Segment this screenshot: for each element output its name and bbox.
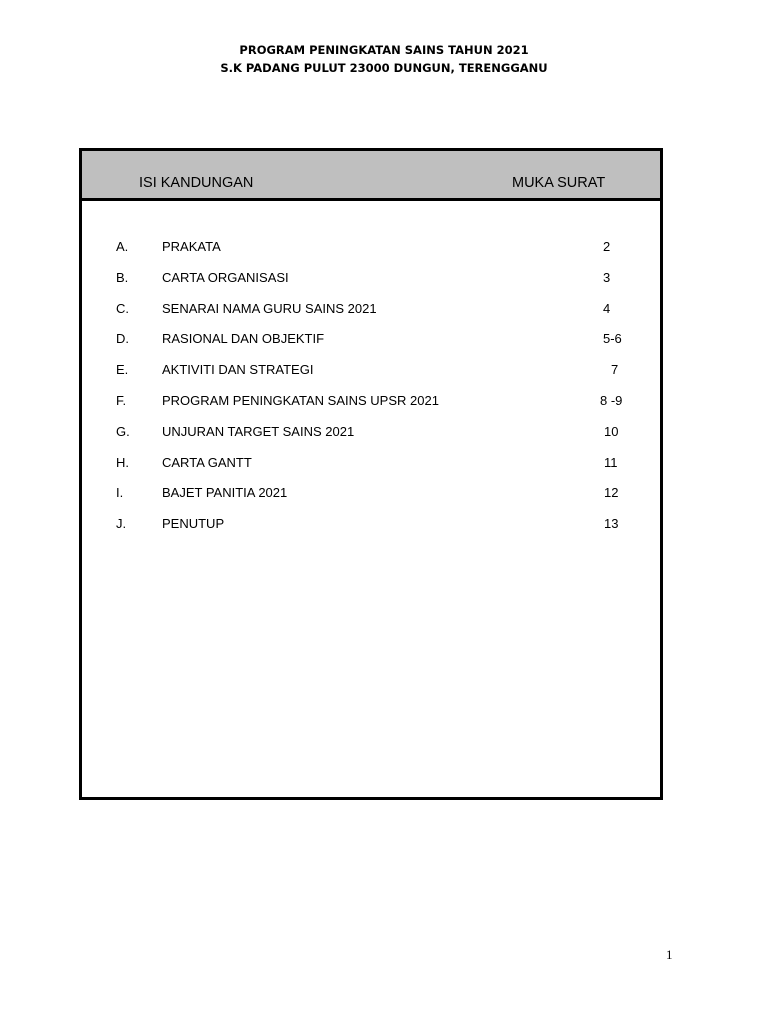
header-line-2: S.K PADANG PULUT 23000 DUNGUN, TERENGGANU [220,61,548,75]
toc-item-title: PROGRAM PENINGKATAN SAINS UPSR 2021 [162,393,439,408]
toc-title: ISI KANDUNGAN [139,175,254,191]
toc-item-letter: E. [116,362,129,378]
toc-item-title: CARTA ORGANISASI [162,269,289,285]
toc-item-title: AKTIVITI DAN STRATEGI [162,362,314,378]
toc-item-letter: A. [116,239,129,254]
toc-item-title: PRAKATA [162,239,221,254]
toc-item-page: 2 [603,239,611,254]
toc-item-page: 3 [603,269,611,285]
toc-item [82,393,660,413]
toc-item [82,424,660,444]
toc-item-title: CARTA GANTT [162,454,252,470]
header-line-1: PROGRAM PENINGKATAN SAINS TAHUN 2021 [239,43,529,57]
toc-item [82,455,660,475]
page-number: 1 [666,947,673,962]
toc-item-letter: C. [116,300,129,316]
toc-item-page: 7 [611,362,619,378]
toc-header [82,151,660,201]
toc-item [82,270,660,290]
toc-item-page: 5-6 [603,331,622,347]
toc-page-column-label: MUKA SURAT [512,175,606,191]
toc-item-title: BAJET PANITIA 2021 [162,485,288,501]
toc-item [82,516,660,536]
toc-item [82,239,660,259]
toc-item-page: 12 [604,485,619,501]
toc-item-title: SENARAI NAMA GURU SAINS 2021 [162,300,377,316]
table-of-contents [79,148,663,800]
toc-item-letter: G. [116,423,130,439]
toc-item [82,331,660,351]
toc-item [82,362,660,382]
toc-item [82,485,660,505]
toc-item-title: RASIONAL DAN OBJEKTIF [162,331,325,347]
toc-item-letter: B. [116,269,129,285]
toc-item-letter: J. [116,516,127,532]
toc-item-letter: F. [116,393,127,408]
toc-item-page: 13 [604,516,619,532]
toc-item-letter: D. [116,331,129,347]
toc-item-page: 8 -9 [600,393,623,408]
toc-item-letter: H. [116,454,129,470]
toc-item-page: 4 [603,300,611,316]
toc-item-title: UNJURAN TARGET SAINS 2021 [162,423,355,439]
toc-item [82,301,660,321]
toc-item-letter: I. [116,485,124,501]
toc-item-title: PENUTUP [162,516,225,532]
toc-item-page: 11 [604,454,618,470]
toc-item-page: 10 [604,423,619,439]
